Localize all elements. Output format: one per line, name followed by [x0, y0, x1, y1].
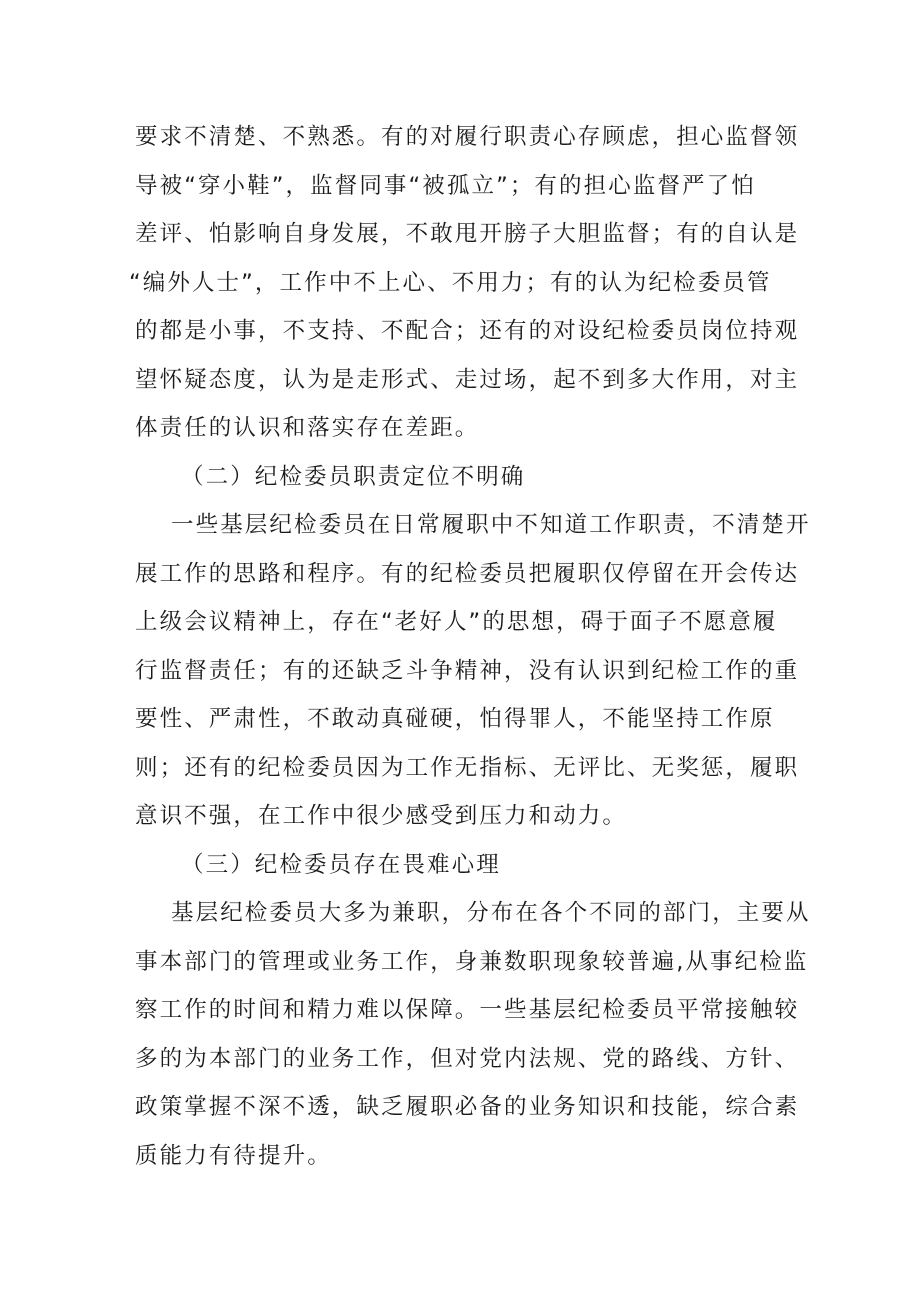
text-line: 意识不强，在工作中很少感受到压力和动力。	[135, 803, 628, 829]
paragraph-3	[135, 889, 811, 1180]
text-line: 察工作的时间和精力难以保障。一些基层纪检委员平常接触较	[135, 997, 800, 1023]
text-line: 导被“穿小鞋”，监督同事“被孤立”；有的担心监督严了怕	[135, 172, 756, 199]
text-line: 政策掌握不深不透，缺乏履职必备的业务知识和技能，综合素	[135, 1094, 800, 1120]
text-line: 事本部门的管理或业务工作，身兼数职现象较普遍,从事纪检监	[135, 948, 809, 975]
paragraph-2	[135, 501, 811, 841]
text-line: 行监督责任；有的还缺乏斗争精神，没有认识到纪检工作的重	[135, 657, 800, 684]
text-line: 多的为本部门的业务工作，但对党内法规、党的路线、方针、	[135, 1045, 800, 1072]
document-body	[129, 113, 811, 1180]
text-line: 要求不清楚、不熟悉。有的对履行职责心存顾虑，担心监督领	[135, 124, 800, 150]
text-line: 则；还有的纪检委员因为工作无指标、无评比、无奖惩，履职	[135, 754, 800, 781]
text-line: 展工作的思路和程序。有的纪检委员把履职仅停留在开会传达	[135, 560, 800, 587]
text-line: 差评、怕影响自身发展，不敢甩开膀子大胆监督；有的自认是	[135, 221, 800, 247]
section-heading-3: （三）纪检委员存在畏难心理	[181, 851, 501, 878]
text-line: 的都是小事，不支持、不配合；还有的对设纪检委员岗位持观	[135, 318, 800, 344]
paragraph-1	[129, 113, 800, 453]
text-line: 基层纪检委员大多为兼职，分布在各个不同的部门，主要从	[171, 900, 811, 926]
text-line: 一些基层纪检委员在日常履职中不知道工作职责，不清楚开	[171, 512, 811, 538]
text-line: 质能力有待提升。	[135, 1142, 332, 1169]
text-line: 要性、严肃性，不敢动真碰硬，怕得罪人，不能坚持工作原	[135, 706, 775, 732]
text-line: 上级会议精神上，存在“老好人”的思想，碍于面子不愿意履	[135, 609, 778, 635]
text-line: “编外人士”，工作中不上心、不用力；有的认为纪检委员管	[129, 269, 772, 296]
text-line: 体责任的认识和落实存在差距。	[135, 415, 480, 441]
section-heading-2: （二）纪检委员职责定位不明确	[181, 463, 526, 490]
text-line: 望怀疑态度，认为是走形式、走过场，起不到多大作用，对主	[135, 366, 800, 393]
